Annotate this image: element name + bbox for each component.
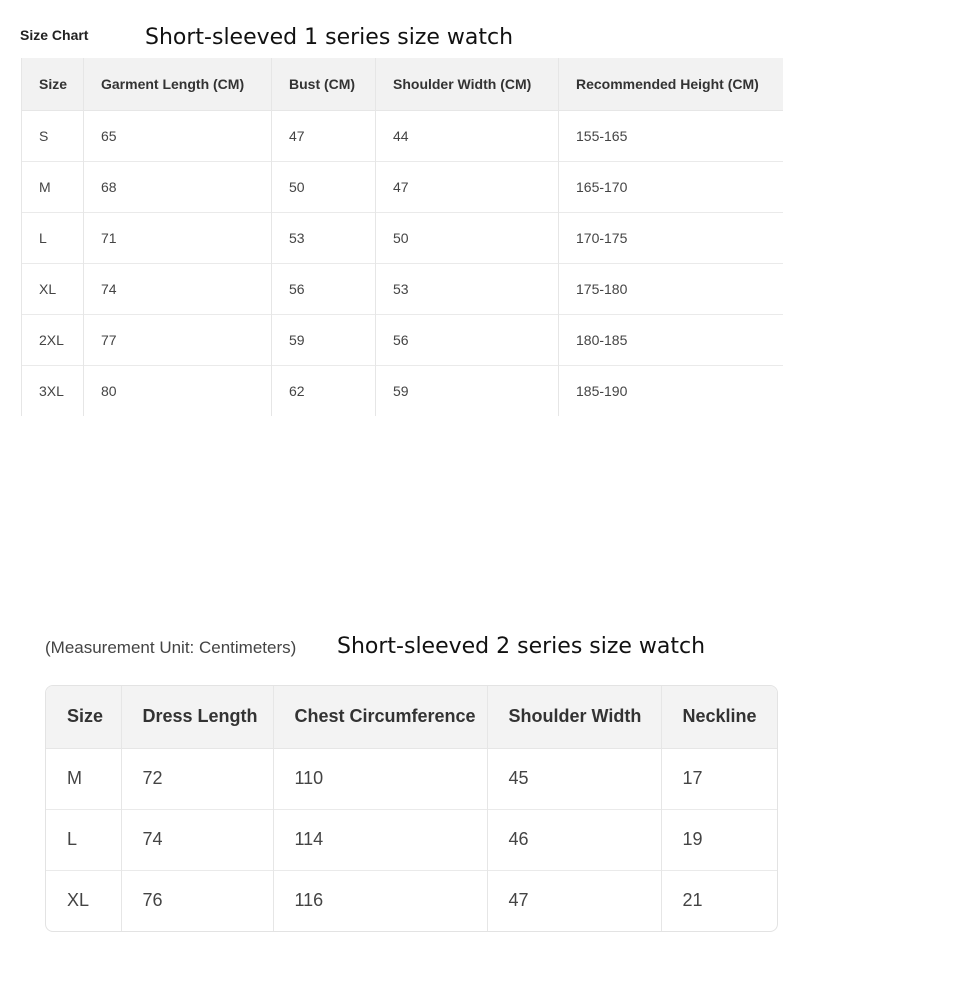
table-row [22, 110, 783, 161]
cell-dress-length: 76 [121, 870, 273, 931]
cell-size: XL [46, 870, 121, 931]
cell-chest-circumference: 114 [273, 809, 487, 870]
cell-recommended-height: 175-180 [576, 280, 628, 297]
column-header-bust: Bust (CM) [272, 58, 376, 110]
cell-chest-circumference: 110 [273, 748, 487, 809]
measurement-unit-label: (Measurement Unit: Centimeters) [45, 638, 297, 657]
cell-garment-length: 68 [84, 161, 272, 212]
series1-heading: Short-sleeved 1 series size watch [145, 25, 514, 50]
table-row [22, 263, 783, 314]
cell-shoulder-width: 47 [487, 870, 661, 931]
table-row [22, 365, 783, 416]
cell-shoulder-width: 45 [487, 748, 661, 809]
column-header-dress-length: Dress Length [121, 686, 273, 748]
table-header-row [46, 686, 777, 748]
cell-shoulder-width: 44 [376, 110, 559, 161]
cell-bust: 47 [272, 110, 376, 161]
cell-recommended-height: 155-165 [576, 127, 628, 144]
series2-heading: Short-sleeved 2 series size watch [337, 634, 706, 659]
table-row [46, 809, 777, 870]
cell-shoulder-width: 50 [376, 212, 559, 263]
column-header-chest-circumference: Chest Circumference [273, 686, 487, 748]
table-row [22, 314, 783, 365]
cell-recommended-height: 185-190 [576, 382, 628, 399]
series2-table-container [45, 685, 778, 932]
cell-size: L [46, 809, 121, 870]
column-header-shoulder-width: Shoulder Width [487, 686, 661, 748]
cell-neckline: 19 [682, 829, 703, 849]
series2-size-table [46, 686, 777, 931]
table-header-row [22, 58, 783, 110]
column-header-recommended-height: Recommended Height (CM) [559, 58, 783, 110]
cell-shoulder-width: 47 [376, 161, 559, 212]
table-row [22, 161, 783, 212]
cell-bust: 59 [272, 314, 376, 365]
cell-size: S [22, 110, 84, 161]
table-row [22, 212, 783, 263]
cell-chest-circumference: 116 [273, 870, 487, 931]
cell-garment-length: 74 [84, 263, 272, 314]
table-row [46, 870, 777, 931]
cell-size: M [22, 161, 84, 212]
column-header-size: Size [22, 58, 84, 110]
cell-recommended-height: 180-185 [576, 331, 628, 348]
cell-garment-length: 77 [84, 314, 272, 365]
cell-garment-length: 80 [84, 365, 272, 416]
cell-dress-length: 74 [121, 809, 273, 870]
column-header-garment-length: Garment Length (CM) [84, 58, 272, 110]
size-chart-label: Size Chart [20, 27, 89, 43]
column-header-neckline: Neckline [661, 686, 777, 748]
cell-garment-length: 65 [84, 110, 272, 161]
cell-size: XL [22, 263, 84, 314]
cell-neckline: 21 [682, 890, 703, 911]
series1-size-table [21, 58, 783, 416]
table-row [46, 748, 777, 809]
column-header-size: Size [46, 686, 121, 748]
cell-shoulder-width: 59 [376, 365, 559, 416]
cell-shoulder-width: 56 [376, 314, 559, 365]
cell-dress-length: 72 [121, 748, 273, 809]
cell-size: 3XL [22, 365, 84, 416]
cell-bust: 56 [272, 263, 376, 314]
cell-bust: 50 [272, 161, 376, 212]
cell-garment-length: 71 [84, 212, 272, 263]
cell-bust: 62 [272, 365, 376, 416]
cell-recommended-height: 165-170 [576, 178, 628, 195]
cell-size: 2XL [22, 314, 84, 365]
cell-shoulder-width: 53 [376, 263, 559, 314]
cell-recommended-height: 170-175 [576, 229, 628, 246]
cell-size: L [22, 212, 84, 263]
cell-shoulder-width: 46 [487, 809, 661, 870]
cell-size: M [46, 748, 121, 809]
cell-bust: 53 [272, 212, 376, 263]
cell-neckline: 17 [682, 768, 703, 788]
column-header-shoulder-width: Shoulder Width (CM) [376, 58, 559, 110]
